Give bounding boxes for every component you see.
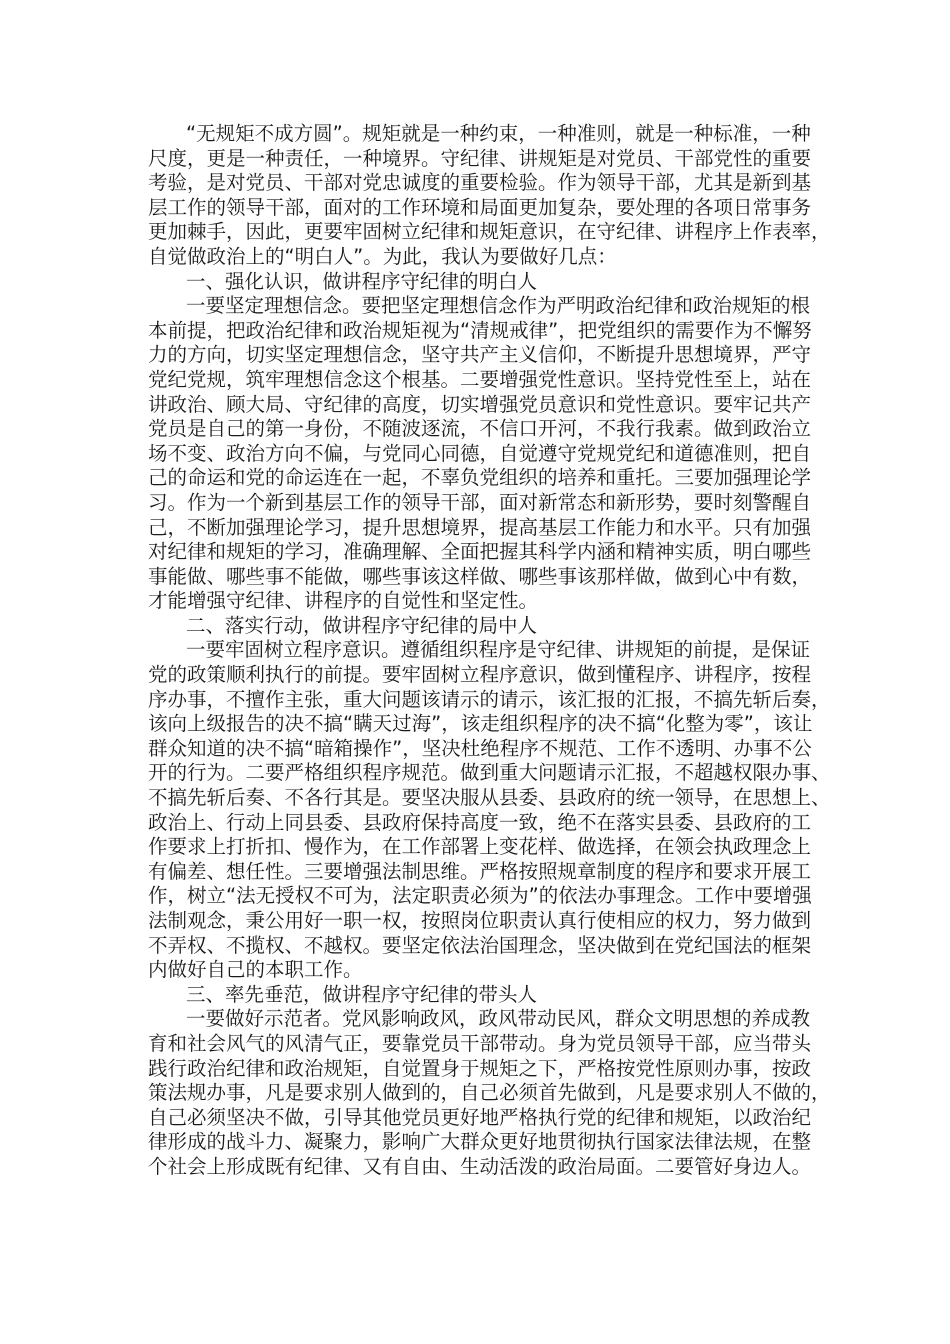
text-line: 自觉做政治上的“明白人”。为此，我认为要做好几点：	[148, 244, 617, 268]
text-line: 事能做、哪些事不能做，哪些事该这样做、哪些事该那样做，做到心中有数，	[148, 564, 812, 588]
text-line: 个社会上形成既有纪律、又有自由、生动活泼的政治局面。二要管好身边人。	[148, 1154, 812, 1178]
text-line: 育和社会风气的风清气正，要靠党员干部带动。身为党员领导干部，应当带头	[148, 1031, 812, 1055]
text-line: 不搞先斩后奏、不各行其是。要坚决服从县委、县政府的统一领导，在思想上、	[148, 786, 831, 810]
text-line: 有偏差、想任性。三要增强法制思维。严格按照规章制度的程序和要求开展工	[148, 859, 812, 883]
text-line: 考验，是对党员、干部对党忠诚度的重要检验。作为领导干部，尤其是新到基	[148, 171, 812, 195]
text-line: 践行政治纪律和政治规矩，自觉置身于规矩之下，严格按党性原则办事，按政	[148, 1056, 812, 1080]
text-line: 作要求上打折扣、慢作为，在工作部署上变花样、做选择，在领会执政理念上	[148, 835, 812, 859]
text-line: 力的方向，切实坚定理想信念，坚守共产主义信仰，不断提升思想境界，严守	[148, 343, 812, 367]
text-line: 序办事，不擅作主张，重大问题该请示的请示，该汇报的汇报，不搞先斩后奏，	[148, 687, 831, 711]
text-line: 党的政策顺利执行的前提。要牢固树立程序意识，做到懂程序、讲程序，按程	[148, 663, 812, 687]
text-line: 不弄权、不揽权、不越权。要坚定依法治国理念，坚决做到在党纪国法的框架	[148, 933, 812, 957]
text-line: 习。作为一个新到基层工作的领导干部，面对新常态和新形势，要时刻警醒自	[148, 490, 812, 514]
text-line: 党员是自己的第一身份，不随波逐流，不信口开河，不我行我素。做到政治立	[148, 417, 812, 441]
text-line: 尺度，更是一种责任，一种境界。守纪律、讲规矩是对党员、干部党性的重要	[148, 146, 812, 170]
text-line: 己，不断加强理论学习，提升思想境界，提高基层工作能力和水平。只有加强	[148, 515, 812, 539]
text-line: 己的命运和党的命运连在一起，不辜负党组织的培养和重托。三要加强理论学	[148, 466, 812, 490]
text-line: “无规矩不成方圆”。规矩就是一种约束，一种准则，就是一种标准，一种	[186, 122, 811, 145]
text-line: 党纪党规，筑牢理想信念这个根基。二要增强党性意识。坚持党性至上，站在	[148, 367, 812, 391]
text-line: 政治上、行动上同县委、县政府保持高度一致，绝不在落实县委、县政府的工	[148, 810, 812, 834]
text-line: 三、率先垂范，做讲程序守纪律的带头人	[186, 982, 538, 1006]
text-line: 内做好自己的本职工作。	[148, 958, 363, 982]
text-line: 策法规办事，凡是要求别人做到的，自己必须首先做到，凡是要求别人不做的，	[148, 1081, 831, 1105]
text-line: 开的行为。二要严格组织程序规范。做到重大问题请示汇报，不超越权限办事、	[148, 761, 831, 785]
text-line: 层工作的领导干部，面对的工作环境和局面更加复杂，要处理的各项日常事务	[148, 195, 812, 219]
text-line: 律形成的战斗力、凝聚力，影响广大群众更好地贯彻执行国家法律法规，在整	[148, 1130, 812, 1154]
text-line: 该向上级报告的决不搞“瞒天过海”，该走组织程序的决不搞“化整为零”，该让	[148, 712, 813, 736]
text-line: 更加棘手，因此，更要牢固树立纪律和规矩意识，在守纪律、讲程序上作表率，	[148, 220, 831, 244]
text-line: 二、落实行动，做讲程序守纪律的局中人	[186, 613, 538, 637]
text-line: 自己必须坚决不做，引导其他党员更好地严格执行党的纪律和规矩，以政治纪	[148, 1105, 812, 1129]
text-line: 本前提，把政治纪律和政治规矩视为“清规戒律”，把党组织的需要作为不懈努	[148, 318, 812, 342]
text-line: 对纪律和规矩的学习，准确理解、全面把握其科学内涵和精神实质，明白哪些	[148, 540, 812, 564]
text-line: 一、强化认识，做讲程序守纪律的明白人	[186, 269, 538, 293]
text-line: 才能增强守纪律、讲程序的自觉性和坚定性。	[148, 589, 539, 613]
text-line: 作，树立“法无授权不可为，法定职责必须为”的依法办事理念。工作中要增强	[148, 884, 812, 908]
text-line: 群众知道的决不搞“暗箱操作”，坚决杜绝程序不规范、工作不透明、办事不公	[148, 736, 812, 760]
text-line: 一要牢固树立程序意识。遵循组织程序是守纪律、讲规矩的前提，是保证	[186, 638, 811, 662]
text-line: 一要做好示范者。党风影响政风，政风带动民风，群众文明思想的养成教	[186, 1007, 811, 1031]
text-line: 讲政治、顾大局、守纪律的高度，切实增强党员意识和党性意识。要牢记共产	[148, 392, 812, 416]
document-body	[148, 122, 831, 1180]
text-line: 一要坚定理想信念。要把坚定理想信念作为严明政治纪律和政治规矩的根	[186, 294, 811, 318]
text-line: 场不变、政治方向不偏，与党同心同德，自觉遵守党规党纪和道德准则，把自	[148, 441, 812, 465]
text-line: 法制观念，秉公用好一职一权，按照岗位职责认真行使相应的权力，努力做到	[148, 909, 812, 932]
